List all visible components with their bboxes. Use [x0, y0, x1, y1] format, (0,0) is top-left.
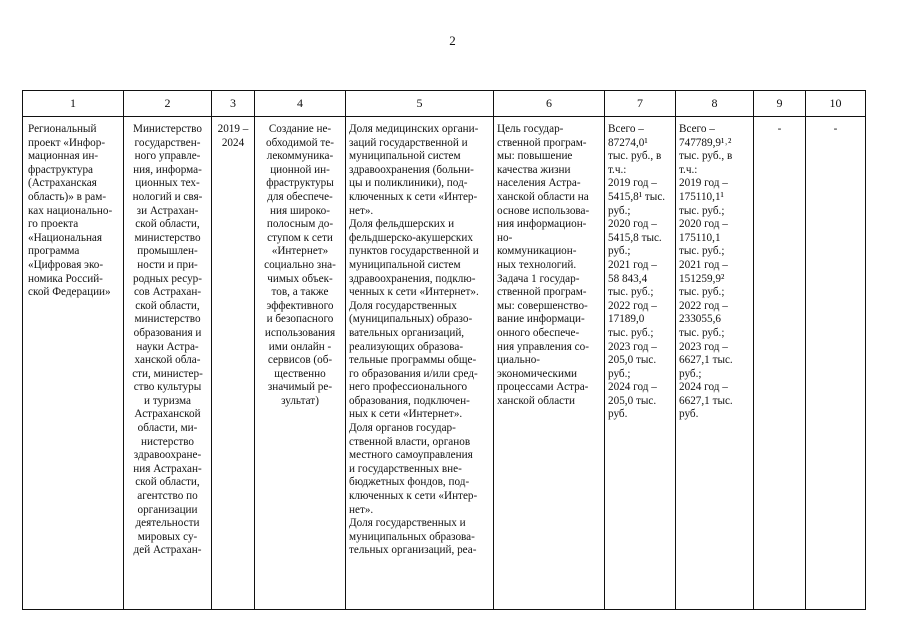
cell-text-line: нологий и свя-	[132, 190, 203, 203]
col-header-5: 5	[346, 91, 494, 117]
cell-text-line: и государственных вне-	[349, 462, 462, 475]
col-header-4: 4	[255, 91, 346, 117]
cell-text-line: 233055,6	[679, 313, 721, 326]
cell-text-line: ния управления со-	[497, 340, 589, 353]
cell-text-line: Доля фельдшерских и	[349, 218, 455, 231]
cell-text-line: Доля государственных	[349, 299, 457, 312]
cell-text-line: здравоохране-	[133, 449, 202, 462]
cell-text-line: населения Астра-	[497, 177, 581, 190]
page-number: 2	[449, 33, 456, 48]
cell-text-line: ственной власти, органов	[349, 435, 471, 448]
cell-text-line: промышлен-	[137, 245, 198, 258]
cell-text-line: ственной програм-	[497, 286, 587, 299]
cell-text-line: муниципальных образова-	[349, 530, 475, 543]
cell-text-line: заций государственной и	[349, 136, 468, 149]
table-header-row	[23, 91, 866, 117]
cell-text-line: циально-	[497, 354, 541, 367]
col-header-3: 3	[212, 91, 255, 117]
cell-text-line: ской Федерации»	[28, 286, 111, 299]
cell-text-line: фраструктура	[28, 163, 94, 176]
goal-task-cell	[494, 117, 605, 610]
funding-cell-col8	[676, 117, 754, 610]
cell-text-line: пунктов государственной и	[349, 245, 479, 258]
cell-text-line: тельных организаций, реа-	[349, 544, 477, 557]
cell-text-line: тыс. руб., в	[608, 150, 662, 163]
cell-text-line: (муниципальных) образо-	[349, 313, 473, 326]
cell-text-line: тыс. руб.;	[679, 245, 725, 258]
cell-text-line: него профессионального	[349, 381, 468, 394]
cell-text-line: Астраханской	[134, 408, 201, 421]
cell-text-line: ния широко-	[270, 204, 330, 217]
cell-text-line: Всего –	[679, 123, 715, 135]
col-header-7: 7	[605, 91, 676, 117]
responsible-executors-cell	[124, 117, 212, 610]
cell-text-line: т.ч.:	[608, 163, 627, 176]
cell-text-line: тыс. руб.;	[608, 286, 654, 299]
cell-text-line: 2019 год –	[608, 177, 657, 190]
col10-cell	[806, 117, 866, 610]
cell-text-line: 2024	[221, 136, 245, 149]
cell-text-line: деятельности	[135, 517, 200, 530]
cell-text-line: руб.;	[608, 204, 631, 217]
cell-text-line: 747789,9¹˒²	[679, 136, 732, 149]
cell-text-line: министерство	[134, 231, 201, 244]
cell-text-line: «Национальная	[28, 231, 103, 244]
cell-text-line: 151259,9²	[679, 272, 725, 285]
cell-text-line: 2019 год –	[679, 177, 728, 190]
cell-text-line: муниципальной систем	[349, 150, 461, 163]
cell-text-line: ской области,	[135, 218, 200, 231]
cell-text-line: качества жизни	[497, 163, 571, 176]
cell-text-line: здравоохранения (больни-	[349, 163, 474, 176]
cell-text-line: Создание не-	[268, 123, 332, 135]
cell-text-line: но-	[497, 231, 513, 244]
cell-text-line: 2022 год –	[608, 299, 657, 312]
cell-text-line: чимых объек-	[267, 272, 333, 285]
cell-text-line: ключенных к сети «Интер-	[349, 190, 478, 203]
cell-text-line: мационная ин-	[28, 150, 99, 163]
cell-text-line: 5415,8 тыс.	[608, 231, 662, 244]
col-header-1: 1	[23, 91, 124, 117]
cell-text-line: ния информацион-	[497, 218, 587, 231]
cell-text-line: социально зна-	[264, 258, 336, 271]
cell-text-line: Цель государ-	[497, 123, 564, 135]
cell-text-line: ченных к сети «Интернет».	[349, 286, 479, 299]
cell-text-line: руб.;	[608, 367, 631, 380]
cell-text-line: область)» в рам-	[28, 190, 107, 203]
project-name-cell	[23, 117, 124, 610]
indicators-cell	[346, 117, 494, 610]
cell-text-line: тыс. руб., в	[679, 150, 733, 163]
cell-text-line: 175110,1¹	[679, 190, 724, 203]
cell-text-line: 2019 –	[217, 123, 249, 135]
cell-text-line: тов, а также	[271, 286, 329, 299]
cell-text-line: ционной ин-	[270, 163, 330, 176]
cell-text-line: го образования и/или сред-	[349, 367, 478, 380]
cell-text-line: полосным до-	[266, 218, 334, 231]
cell-text-line: мы: повышение	[497, 150, 573, 163]
cell-text-line: ской области,	[135, 476, 200, 489]
cell-text-line: организации	[137, 503, 198, 516]
cell-text-line: «Интернет»	[271, 245, 329, 258]
cell-text-line: обходимой те-	[265, 136, 334, 149]
cell-text-line: зи Астрахан-	[136, 204, 199, 217]
cell-text-line: дей Астрахан-	[133, 544, 202, 557]
cell-text-line: науки Астра-	[136, 340, 199, 353]
cell-text-line: тельные программы обще-	[349, 354, 477, 367]
cell-text-line: муниципальной систем	[349, 258, 461, 271]
cell-text-line: 5415,8¹ тыс.	[608, 190, 666, 203]
cell-text-line: 175110,1	[679, 231, 721, 244]
cell-text-line: родных ресур-	[132, 272, 203, 285]
cell-text-line: программа	[28, 245, 80, 258]
expected-result-cell	[255, 117, 346, 610]
col9-cell	[754, 117, 806, 610]
col-header-8: 8	[676, 91, 754, 117]
cell-text-line: вание информаци-	[497, 313, 585, 326]
cell-text-line: реализующих образова-	[349, 340, 464, 353]
cell-text-line: для обеспече-	[267, 190, 333, 203]
cell-text-line: агентство по	[137, 490, 198, 503]
cell-text-line: Доля государственных и	[349, 517, 466, 530]
cell-text-line: 87274,0¹	[608, 136, 648, 149]
cell-text-line: «Цифровая эко-	[28, 258, 104, 271]
funding-cell-col7	[605, 117, 676, 610]
cell-text-line: ственной програм-	[497, 136, 587, 149]
cell-text-line: 2023 год –	[608, 340, 657, 353]
cell-text-line: 2023 год –	[679, 340, 728, 353]
cell-text-line: образования и	[133, 326, 202, 339]
cell-text-line: Доля медицинских органи-	[349, 123, 479, 135]
cell-text-line: Министерство	[133, 123, 202, 135]
cell-text-line: министерство	[134, 313, 201, 326]
cell-text-line: вательных организаций,	[349, 326, 465, 339]
cell-text-line: ханской области	[497, 394, 576, 407]
cell-text-line: 2020 год –	[608, 218, 657, 231]
cell-text-line: сервисов (об-	[267, 354, 333, 367]
cell-text-line: сов Астрахан-	[133, 286, 202, 299]
cell-text-line: 2024 год –	[608, 381, 657, 394]
cell-text-line: ках национально-	[28, 204, 113, 217]
cell-text-line: щественно	[274, 367, 326, 380]
col-header-10: 10	[806, 91, 866, 117]
cell-text-line: 17189,0	[608, 313, 645, 326]
cell-text-line: ния Астрахан-	[133, 462, 202, 475]
cell-text-line: нет».	[349, 503, 374, 516]
cell-text-line: 6627,1 тыс.	[679, 354, 733, 367]
cell-text-line: ных технологий.	[497, 258, 577, 271]
cell-text-line: тыс. руб.;	[608, 326, 654, 339]
cell-text-line: ционных тех-	[135, 177, 200, 190]
cell-text-line: руб.	[608, 408, 628, 421]
cell-text-line: ключенных к сети «Интер-	[349, 490, 478, 503]
col-header-9: 9	[754, 91, 806, 117]
program-table	[22, 90, 866, 610]
cell-text-line: Задача 1 государ-	[497, 272, 580, 285]
cell-text-line: ханской обла-	[134, 354, 201, 367]
cell-text-line: и туризма	[144, 394, 191, 407]
cell-text-line: экономическими	[497, 367, 578, 380]
col-header-2: 2	[124, 91, 212, 117]
cell-text-line: и безопасного	[266, 313, 334, 326]
cell-text-line: образования, подключен-	[349, 394, 470, 407]
cell-text-line: проект «Инфор-	[28, 136, 106, 149]
cell-text-line: цы и поликлиники), под-	[349, 177, 468, 190]
cell-text-line: 6627,1 тыс.	[679, 394, 733, 407]
cell-text-line: процессами Астра-	[497, 381, 589, 394]
cell-text-line: ими онлайн -	[268, 340, 332, 353]
col9-dash: -	[777, 123, 782, 135]
cell-text-line: Региональный	[28, 123, 97, 135]
cell-text-line: ступом к сети	[267, 231, 333, 244]
table-row	[23, 117, 866, 610]
cell-text-line: руб.;	[679, 367, 702, 380]
cell-text-line: Всего –	[608, 123, 644, 135]
cell-text-line: 205,0 тыс.	[608, 394, 657, 407]
cell-text-line: номика Россий-	[28, 272, 103, 285]
cell-text-line: зультат)	[281, 394, 319, 407]
cell-text-line: ство культуры	[133, 381, 202, 394]
cell-text-line: ности и при-	[137, 258, 198, 271]
cell-text-line: мировых су-	[137, 530, 198, 543]
col10-dash: -	[833, 123, 838, 135]
cell-text-line: руб.	[679, 408, 699, 421]
cell-text-line: мы: совершенство-	[497, 299, 588, 312]
cell-text-line: 2022 год –	[679, 299, 728, 312]
cell-text-line: здравоохранения, подклю-	[349, 272, 476, 285]
cell-text-line: тыс. руб.;	[679, 204, 725, 217]
cell-text-line: 2020 год –	[679, 218, 728, 231]
cell-text-line: онного обеспече-	[497, 326, 580, 339]
col-header-6: 6	[494, 91, 605, 117]
cell-text-line: 2024 год –	[679, 381, 728, 394]
cell-text-line: ного управле-	[134, 150, 201, 163]
cell-text-line: ных к сети «Интернет».	[349, 408, 463, 421]
cell-text-line: ской области,	[135, 299, 200, 312]
cell-text-line: го проекта	[28, 218, 79, 231]
cell-text-line: эффективного	[266, 299, 334, 312]
cell-text-line: руб.;	[608, 245, 631, 258]
cell-text-line: государствен-	[134, 136, 201, 149]
cell-text-line: Доля органов государ-	[349, 422, 456, 435]
cell-text-line: 205,0 тыс.	[608, 354, 657, 367]
cell-text-line: тыс. руб.;	[679, 286, 725, 299]
cell-text-line: области, ми-	[137, 422, 198, 435]
cell-text-line: лекоммуника-	[266, 150, 334, 163]
cell-text-line: ханской области на	[497, 190, 589, 203]
cell-text-line: основе использова-	[497, 204, 590, 217]
cell-text-line: использования	[264, 326, 336, 339]
cell-text-line: ния, информа-	[133, 163, 202, 176]
cell-text-line: бюджетных фондов, под-	[349, 476, 470, 489]
cell-text-line: тыс. руб.;	[679, 326, 725, 339]
cell-text-line: (Астраханская	[28, 177, 97, 190]
period-cell	[212, 117, 255, 610]
cell-text-line: значимый ре-	[267, 381, 333, 394]
cell-text-line: т.ч.:	[679, 163, 698, 176]
cell-text-line: коммуникацион-	[497, 245, 577, 258]
cell-text-line: фельдшерско-акушерских	[349, 231, 473, 244]
cell-text-line: 2021 год –	[679, 258, 728, 271]
cell-text-line: сти, министер-	[132, 367, 203, 380]
cell-text-line: нет».	[349, 204, 374, 217]
cell-text-line: 2021 год –	[608, 258, 657, 271]
cell-text-line: нистерство	[140, 435, 195, 448]
cell-text-line: 58 843,4	[608, 272, 648, 285]
cell-text-line: фраструктуры	[266, 177, 334, 190]
cell-text-line: местного самоуправления	[349, 449, 473, 462]
